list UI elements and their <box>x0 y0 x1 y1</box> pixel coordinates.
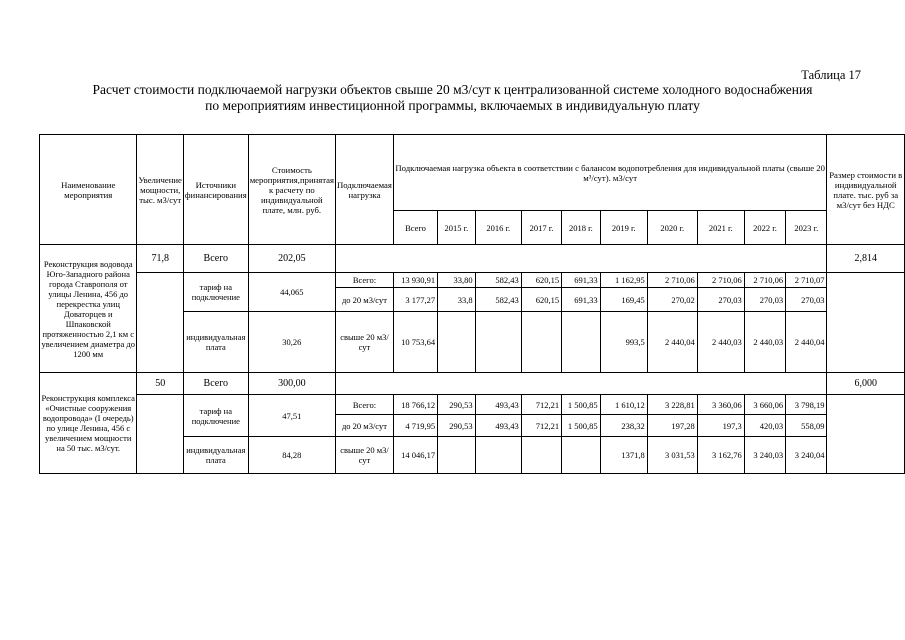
header-year: 2018 г. <box>562 211 600 245</box>
value-cell: 270,03 <box>786 288 827 312</box>
header-year: 2019 г. <box>600 211 647 245</box>
value-cell: 582,43 <box>475 273 521 288</box>
value-cell: 493,43 <box>475 395 521 415</box>
value-cell: 13 930,91 <box>393 273 437 288</box>
value-cell: 4 719,95 <box>393 415 437 437</box>
project-name: Реконструкция водовода Юго-Западного района города Ставрополя от улицы Ленина, 456 до перекрестка улиц Доваторцев и Шпаковской протяженностью 2,1 км с увеличением диаметра до 1200 мм <box>40 245 137 373</box>
value-cell: 493,43 <box>475 415 521 437</box>
value-cell: 14 046,17 <box>393 437 437 474</box>
project-increase: 71,8 <box>137 245 183 273</box>
empty-cell <box>137 395 183 474</box>
value-cell: 270,02 <box>647 288 697 312</box>
project-source-total: Всего <box>183 245 248 273</box>
load-label: до 20 м3/сут <box>336 288 394 312</box>
indiv-cost: 30,26 <box>248 312 335 373</box>
load-label: Всего: <box>336 395 394 415</box>
header-year: 2023 г. <box>786 211 827 245</box>
value-cell: 2 710,06 <box>697 273 744 288</box>
project-cost-total: 202,05 <box>248 245 335 273</box>
value-cell: 3 177,27 <box>393 288 437 312</box>
value-cell <box>438 312 476 373</box>
value-cell: 238,32 <box>600 415 647 437</box>
value-cell: 2 440,04 <box>647 312 697 373</box>
indiv-source: индивидуальная плата <box>183 312 248 373</box>
tariff-source: тариф на подключение <box>183 395 248 437</box>
header-year: 2015 г. <box>438 211 476 245</box>
indiv-cost: 84,28 <box>248 437 335 474</box>
header-load: Подключаемая нагрузка <box>336 135 394 245</box>
value-cell: 1371,8 <box>600 437 647 474</box>
load-label: до 20 м3/сут <box>336 415 394 437</box>
empty-cell <box>336 245 827 273</box>
value-cell <box>521 312 561 373</box>
header-source: Источники финансирования <box>183 135 248 245</box>
project-fee: 2,814 <box>827 245 905 273</box>
value-cell: 420,03 <box>744 415 785 437</box>
header-year: 2021 г. <box>697 211 744 245</box>
value-cell: 270,03 <box>744 288 785 312</box>
value-cell: 3 031,53 <box>647 437 697 474</box>
value-cell: 691,33 <box>562 288 600 312</box>
value-cell: 2 440,03 <box>697 312 744 373</box>
table-number: Таблица 17 <box>801 68 861 82</box>
header-load-group: Подключаемая нагрузка объекта в соответствии с балансом водопотребления для индивидуальной платы (свыше 20 м³/сут). м3/сут <box>393 135 827 211</box>
tariff-source: тариф на подключение <box>183 273 248 312</box>
value-cell: 558,09 <box>786 415 827 437</box>
header-increase: Увеличение мощности, тыс. м3/сут <box>137 135 183 245</box>
tariff-cost: 44,065 <box>248 273 335 312</box>
value-cell: 620,15 <box>521 273 561 288</box>
empty-cell <box>336 373 827 395</box>
value-cell: 290,53 <box>438 415 476 437</box>
header-total: Всего <box>393 211 437 245</box>
project-cost-total: 300,00 <box>248 373 335 395</box>
value-cell: 620,15 <box>521 288 561 312</box>
header-name: Наименование мероприятия <box>40 135 137 245</box>
value-cell: 197,28 <box>647 415 697 437</box>
header-year: 2022 г. <box>744 211 785 245</box>
project-increase: 50 <box>137 373 183 395</box>
value-cell: 2 710,07 <box>786 273 827 288</box>
project-name: Реконструкция комплекса «Очистные сооружения водопровода» (I очередь) по улице Ленина, 456 с увеличением мощности на 50 тыс. м3/сут. <box>40 373 137 474</box>
value-cell <box>521 437 561 474</box>
value-cell <box>475 437 521 474</box>
project-source-total: Всего <box>183 373 248 395</box>
empty-cell <box>137 273 183 373</box>
value-cell: 993,5 <box>600 312 647 373</box>
value-cell: 582,43 <box>475 288 521 312</box>
load-label: Всего: <box>336 273 394 288</box>
value-cell: 197,3 <box>697 415 744 437</box>
title-line-1: Расчет стоимости подключаемой нагрузки объектов свыше 20 м3/сут к централизованной системе холодного водоснабжения <box>92 82 813 97</box>
value-cell: 3 240,03 <box>744 437 785 474</box>
value-cell: 1 500,85 <box>562 415 600 437</box>
load-label: свыше 20 м3/сут <box>336 437 394 474</box>
value-cell: 18 766,12 <box>393 395 437 415</box>
value-cell: 33,8 <box>438 288 476 312</box>
value-cell: 33,80 <box>438 273 476 288</box>
header-cost: Стоимость мероприятия,принятая к расчету по индивидуальной плате, млн. руб. <box>248 135 335 245</box>
value-cell: 3 660,06 <box>744 395 785 415</box>
cost-table <box>39 134 905 474</box>
value-cell: 1 610,12 <box>600 395 647 415</box>
value-cell: 2 710,06 <box>647 273 697 288</box>
header-fee: Размер стоимости в индивидуальной плате. тыс. руб за м3/сут без НДС <box>827 135 905 245</box>
value-cell: 3 360,06 <box>697 395 744 415</box>
value-cell: 691,33 <box>562 273 600 288</box>
load-label: свыше 20 м3/сут <box>336 312 394 373</box>
header-year: 2020 г. <box>647 211 697 245</box>
value-cell: 2 440,03 <box>744 312 785 373</box>
project-fee: 6,000 <box>827 373 905 395</box>
title-line-2: по мероприятиям инвестиционной программы, включаемых в индивидуальную плату <box>205 98 700 113</box>
indiv-source: индивидуальная плата <box>183 437 248 474</box>
value-cell <box>562 312 600 373</box>
value-cell <box>438 437 476 474</box>
empty-cell <box>827 273 905 373</box>
value-cell: 1 500,85 <box>562 395 600 415</box>
value-cell <box>475 312 521 373</box>
tariff-cost: 47,51 <box>248 395 335 437</box>
value-cell: 2 440,04 <box>786 312 827 373</box>
value-cell: 1 162,95 <box>600 273 647 288</box>
value-cell: 3 228,81 <box>647 395 697 415</box>
value-cell <box>562 437 600 474</box>
header-year: 2016 г. <box>475 211 521 245</box>
page-title <box>20 82 885 114</box>
value-cell: 270,03 <box>697 288 744 312</box>
value-cell: 3 798,19 <box>786 395 827 415</box>
value-cell: 10 753,64 <box>393 312 437 373</box>
value-cell: 712,21 <box>521 395 561 415</box>
value-cell: 712,21 <box>521 415 561 437</box>
header-year: 2017 г. <box>521 211 561 245</box>
empty-cell <box>827 395 905 474</box>
value-cell: 2 710,06 <box>744 273 785 288</box>
value-cell: 3 240,04 <box>786 437 827 474</box>
value-cell: 290,53 <box>438 395 476 415</box>
value-cell: 169,45 <box>600 288 647 312</box>
value-cell: 3 162,76 <box>697 437 744 474</box>
